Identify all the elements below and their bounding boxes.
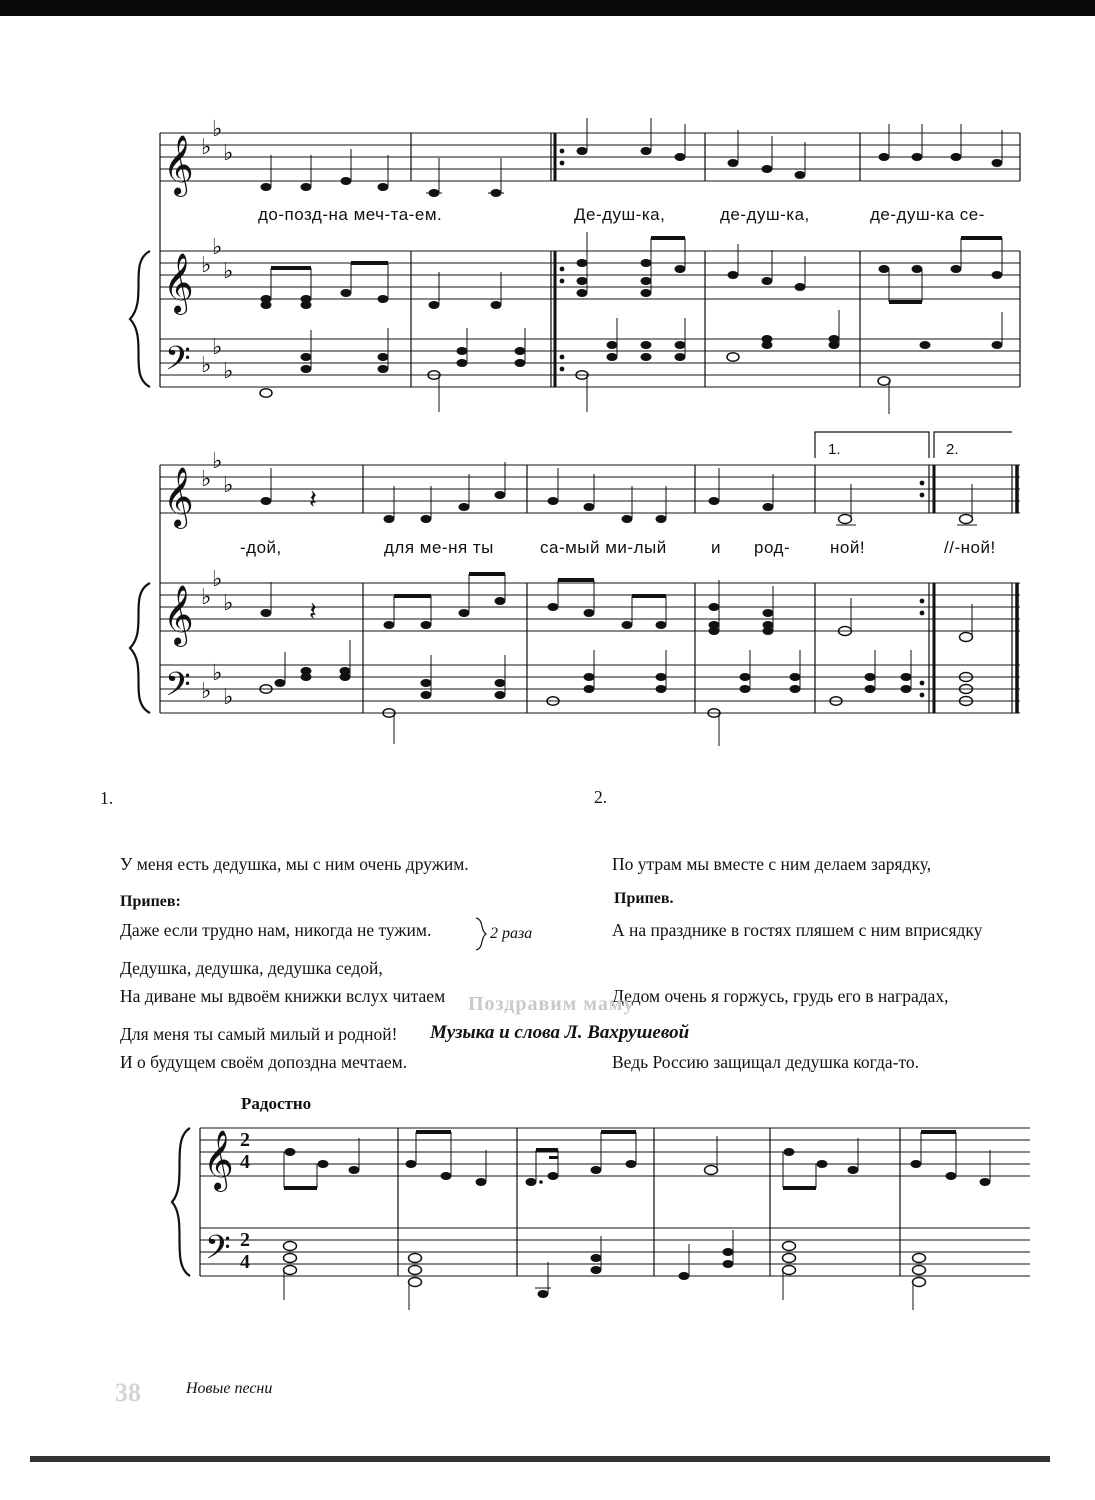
svg-text:♭: ♭ [201, 253, 212, 278]
lyric-s2-2: для ме-ня ты [384, 538, 494, 557]
verse-line: У меня есть дедушка, мы с ним очень дружим. [120, 854, 469, 874]
key-signature-flats [201, 449, 233, 710]
repeat-note: 2 раза [490, 925, 533, 942]
system-1 [130, 117, 1020, 414]
vocal-staff-1 [160, 133, 1020, 181]
song-credits: Музыка и слова Л. Вахрушевой [430, 1022, 690, 1043]
svg-text:♭: ♭ [201, 679, 212, 704]
bass-clef-icon: 𝄢 [205, 1229, 231, 1275]
tempo-marking: Радостно [241, 1094, 312, 1113]
quarter-rest-icon: 𝄽 [309, 597, 317, 627]
song2-barlines [398, 1128, 900, 1276]
barlines-2 [363, 465, 1017, 713]
book-title: Новые песни [186, 1380, 273, 1397]
lyric-s2-3: са-мый ми-лый [540, 538, 667, 557]
verse-line: А на празднике в гостях пляшем с ним вприсядку [612, 920, 983, 940]
verse-line: На диване мы вдвоём книжки вслух читаем [120, 986, 446, 1006]
piano-treble-staff-1 [160, 251, 1020, 299]
bass-clef-icon: 𝄢 [165, 340, 191, 386]
lyric-s2-1: -дой, [240, 538, 282, 557]
verse-line: И о будущем своём допоздна мечтаем. [120, 1052, 408, 1072]
svg-text:♭: ♭ [223, 591, 234, 616]
svg-text:♭: ♭ [223, 141, 234, 166]
piano-bass-notes-2 [260, 640, 973, 746]
svg-text:♭: ♭ [212, 661, 223, 686]
verse-line: Даже если трудно нам, никогда не тужим. [120, 920, 432, 940]
verse-2-number: 2. [594, 787, 608, 807]
volta-labels [828, 441, 959, 458]
lyric-s2-5: род- [754, 538, 791, 557]
repeat-brace [476, 918, 486, 950]
lyric-s2-4: и [711, 538, 721, 557]
song2-treble-staff [200, 1128, 1030, 1176]
volta-brackets [815, 432, 1012, 458]
barlines-1 [411, 133, 1020, 387]
svg-text:4: 4 [240, 1151, 250, 1173]
song2-bass-staff [200, 1228, 1030, 1276]
lyric-s1-4: де-душ-ка се- [870, 205, 985, 224]
verse-2 [612, 787, 1052, 1095]
verse-number: 1. [100, 788, 114, 808]
piano-bass-staff-1 [160, 339, 1020, 387]
lyric-s2-6: ной! [830, 538, 866, 557]
piano-brace [172, 1128, 190, 1276]
verse-line: Ведь Россию защищал дедушка когда-то. [612, 1052, 919, 1072]
svg-text:♭: ♭ [201, 467, 212, 492]
svg-text:♭: ♭ [212, 567, 223, 592]
lyric-s1-2: Де-душ-ка, [574, 205, 666, 224]
verse-line: По утрам мы вместе с ним делаем зарядку, [612, 854, 932, 874]
chorus-label-2: Припев. [614, 890, 674, 907]
piano-treble-staff-2 [160, 583, 1020, 631]
svg-text:♭: ♭ [223, 359, 234, 384]
treble-clef-icon: 𝄞 [163, 467, 194, 527]
piano-brace [130, 583, 150, 713]
svg-text:♭: ♭ [212, 235, 223, 260]
svg-text:♭: ♭ [201, 353, 212, 378]
song-title: Поздравим маму [468, 993, 635, 1015]
treble-clef-icon: 𝄞 [163, 135, 194, 195]
lyric-s1-3: де-душ-ка, [720, 205, 810, 224]
bass-clef-icon: 𝄢 [165, 666, 191, 712]
page-number: 38 [115, 1378, 141, 1407]
chorus-line: Для меня ты самый милый и родной! [120, 1024, 398, 1044]
svg-text:♭: ♭ [223, 685, 234, 710]
treble-clef-icon: 𝄞 [203, 1130, 234, 1190]
svg-text:4: 4 [240, 1251, 250, 1273]
svg-text:♭: ♭ [201, 585, 212, 610]
verse-line: Дедом очень я горжусь, грудь его в наградах, [612, 986, 949, 1006]
treble-clef-icon: 𝄞 [163, 253, 194, 313]
quarter-rest-icon: 𝄽 [309, 485, 317, 515]
treble-clef-icon: 𝄞 [163, 585, 194, 645]
svg-text:2: 2 [240, 1129, 250, 1151]
lyric-s1-1: до-позд-на меч-та-ем. [258, 205, 443, 224]
vocal-notes-2 [261, 462, 978, 525]
song2-bass-notes [284, 1230, 926, 1310]
lyrics-2 [240, 538, 996, 557]
svg-text:2: 2 [240, 1229, 250, 1251]
chorus-line: Дедушка, дедушка, дедушка седой, [120, 958, 383, 978]
ending-1-label: 1. [828, 441, 841, 458]
svg-text:♭: ♭ [212, 335, 223, 360]
chorus-label: Припев: [120, 893, 181, 910]
svg-text:♭: ♭ [212, 449, 223, 474]
lyric-s2-7: //-ной! [944, 538, 996, 557]
scan-bottom-edge [30, 1456, 1050, 1462]
system-2 [130, 432, 1020, 746]
song2-treble-notes [284, 1130, 991, 1190]
ending-2-label: 2. [946, 441, 959, 458]
song2-system [172, 1128, 1030, 1310]
svg-text:♭: ♭ [212, 117, 223, 142]
piano-bass-notes-1 [260, 310, 1003, 414]
chorus-text [120, 913, 397, 1067]
piano-treble-notes-1 [261, 232, 1003, 309]
piano-brace [130, 251, 150, 387]
svg-text:♭: ♭ [223, 473, 234, 498]
time-signature [240, 1129, 250, 1273]
svg-text:♭: ♭ [223, 259, 234, 284]
svg-text:♭: ♭ [201, 135, 212, 160]
lyrics-1 [258, 205, 985, 224]
